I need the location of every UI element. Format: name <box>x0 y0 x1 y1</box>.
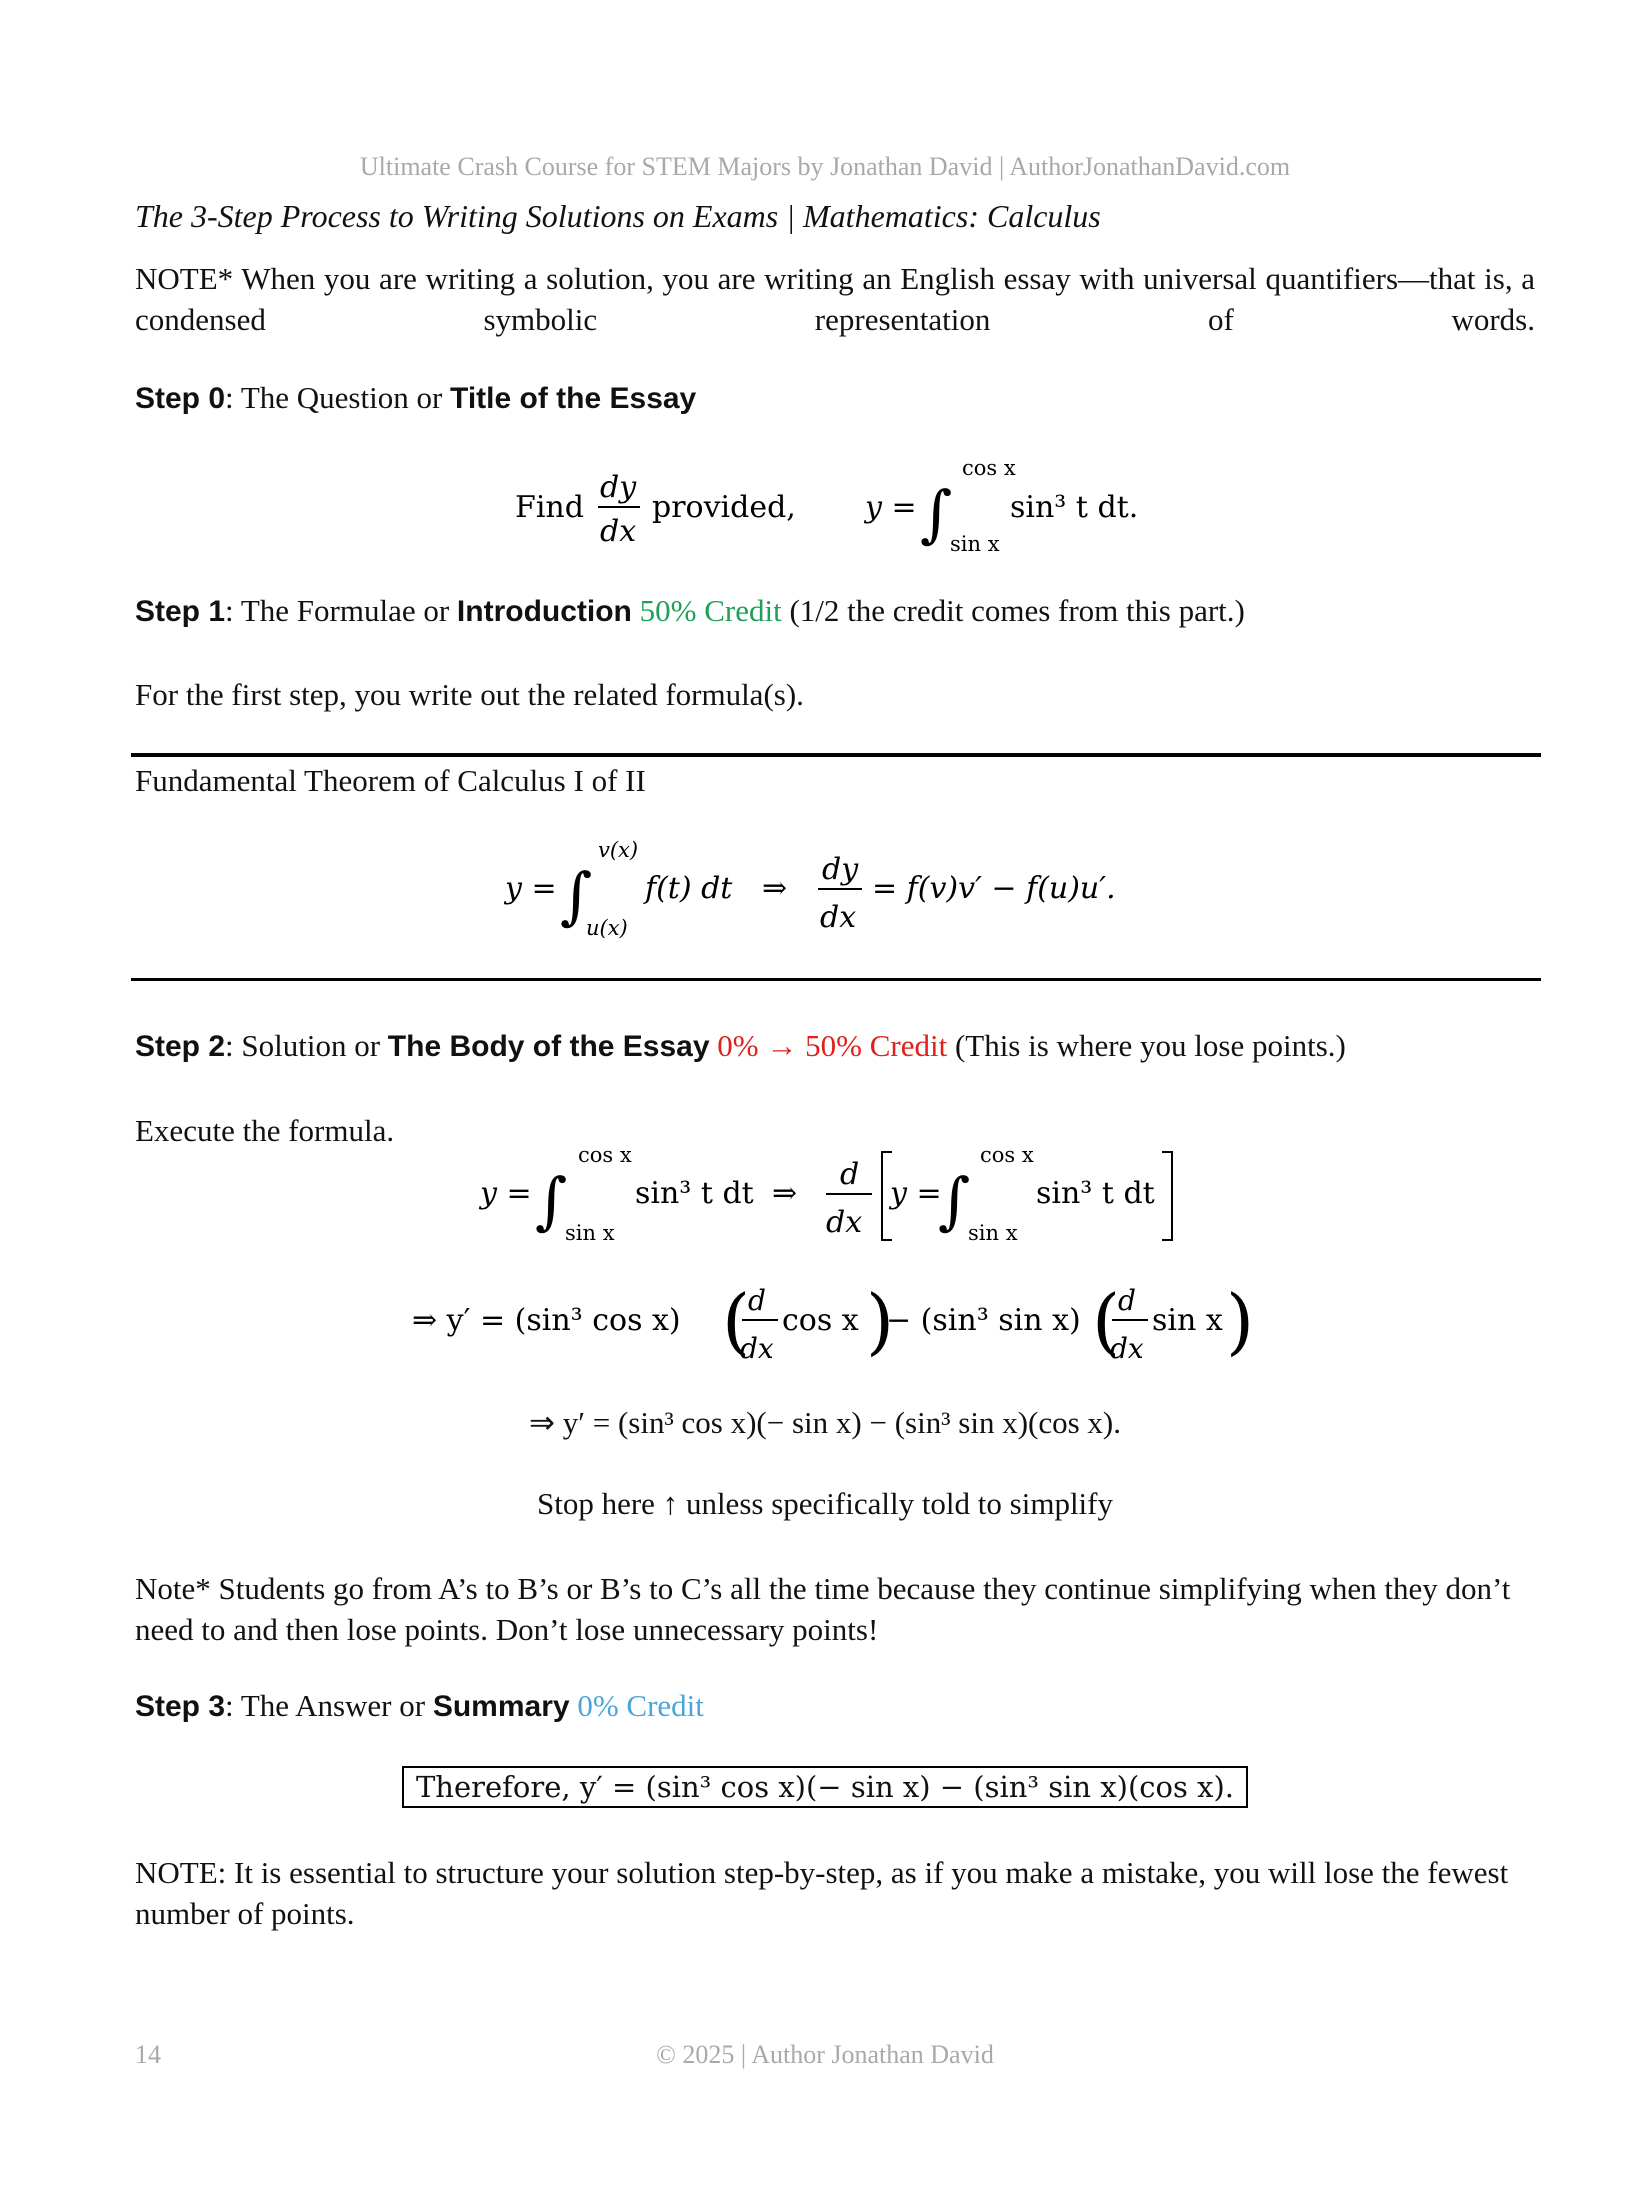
divider-top <box>131 753 1541 757</box>
step-1-bold: Introduction <box>456 595 632 628</box>
step-0-label: Step 0 <box>135 382 226 415</box>
step-0-bold: Title of the Essay <box>450 382 697 415</box>
s2-inner-y-equals: y = <box>890 1176 942 1211</box>
provided-word: provided, <box>652 490 796 525</box>
s2-upper-2: cos x <box>980 1143 1034 1167</box>
s2-line2-d1: d <box>748 1284 766 1317</box>
step-3-bold: Summary <box>432 1690 570 1723</box>
s2-y-equals: y = <box>480 1176 532 1211</box>
step-2-instruction: Execute the formula. <box>135 1113 395 1148</box>
ftc-y-equals: y = <box>505 871 557 906</box>
answer-container <box>0 1770 1650 1804</box>
s2-line2-dx2: dx <box>1110 1332 1144 1365</box>
ftc-rhs: = f(v)v′ − f(u)u′. <box>872 871 1116 906</box>
step-1-tail: (1/2 the credit comes from this part.) <box>781 593 1245 628</box>
footer-copyright: © 2025 | Author Jonathan David <box>656 2040 994 2069</box>
find-word: Find <box>515 490 584 525</box>
boxed-answer: Therefore, y′ = (sin³ cos x)(− sin x) − (sin³ sin x)(cos x). <box>402 1766 1248 1808</box>
step-2-tail: (This is where you lose points.) <box>947 1028 1346 1063</box>
s2-integrand-2: sin³ t dt <box>1036 1176 1155 1211</box>
s2-upper-1: cos x <box>578 1143 632 1167</box>
s2-paren-close-1: ) <box>866 1279 895 1363</box>
stop-here-note: Stop here ↑ unless specifically told to simplify <box>537 1486 1113 1521</box>
step-3-label: Step 3 <box>135 1690 226 1723</box>
s2-line2-d2: d <box>1118 1284 1136 1317</box>
step-2-equation-line-3: ⇒ y′ = (sin³ cos x)(− sin x) − (sin³ sin x)(cos x). <box>529 1405 1121 1440</box>
s2-line2-cos: cos x <box>782 1303 859 1338</box>
ftc-integrand: f(t) dt <box>645 871 733 906</box>
ftc-upper-limit: v(x) <box>598 838 639 862</box>
step-2-credit: 0% → 50% Credit <box>717 1028 948 1063</box>
step-2-text: : Solution or <box>225 1028 388 1063</box>
step-1-label: Step 1 <box>135 595 226 628</box>
ftc-equation <box>480 835 1200 945</box>
integral-upper-limit: cos x <box>962 456 1016 480</box>
s2-line2-sin: sin x <box>1152 1303 1223 1338</box>
step-1-instruction: For the first step, you write out the related formula(s). <box>135 677 804 712</box>
step-0-heading <box>135 380 696 416</box>
step-2-equation-line-1 <box>460 1140 1220 1250</box>
integrand: sin³ t dt. <box>1010 490 1139 525</box>
step-2-label: Step 2 <box>135 1030 226 1063</box>
ftc-lower-limit: u(x) <box>586 916 628 940</box>
s2-line2-dx1: dx <box>740 1332 774 1365</box>
y-equals: y = <box>865 490 917 525</box>
s2-integrand-1: sin³ t dt <box>635 1176 754 1211</box>
integral-lower-limit: sin x <box>950 532 1000 556</box>
dy-numerator: dy <box>600 470 637 505</box>
s2-implies: ⇒ <box>772 1176 798 1211</box>
s2-d: d <box>840 1157 860 1192</box>
ftc-implies: ⇒ <box>762 871 788 906</box>
step-1-credit: 50% Credit <box>639 593 782 628</box>
step-0-text: : The Question or <box>225 380 451 415</box>
step-2-heading <box>135 1028 1346 1064</box>
s2-paren-close-2: ) <box>1226 1279 1255 1363</box>
s2-line2-mid: − (sin³ sin x) <box>886 1303 1081 1338</box>
step-1-heading <box>135 593 1245 629</box>
step-1-text: : The Formulae or <box>225 593 457 628</box>
step-2-equation-line-2 <box>400 1270 1280 1370</box>
s2-right-bracket <box>1162 1152 1172 1240</box>
s2-integral-sign-2: ∫ <box>938 1164 971 1237</box>
ftc-dy: dy <box>822 852 859 887</box>
s2-dx: dx <box>826 1205 863 1240</box>
note-structure: NOTE: It is essential to structure your solution step-by-step, as if you make a mistake, you will lose the fewest number of points. <box>135 1855 1509 1931</box>
dx-denominator: dx <box>600 514 637 549</box>
s2-paren-open-1: ( <box>722 1279 751 1363</box>
page-title: The 3-Step Process to Writing Solutions on Exams | Mathematics: Calculus <box>135 198 1101 234</box>
step-2-bold: The Body of the Essay <box>387 1030 710 1063</box>
step-3-credit: 0% Credit <box>577 1688 704 1723</box>
step-3-heading <box>135 1688 704 1724</box>
s2-lower-1: sin x <box>565 1221 615 1245</box>
ftc-title: Fundamental Theorem of Calculus I of II <box>135 763 646 798</box>
ftc-integral-sign: ∫ <box>560 859 593 932</box>
page-number: 14 <box>135 2040 161 2069</box>
s2-integral-sign-1: ∫ <box>535 1164 568 1237</box>
divider-bottom <box>131 978 1541 981</box>
integral-sign: ∫ <box>920 477 953 550</box>
ftc-dx: dx <box>820 900 857 935</box>
s2-line2-start: ⇒ y′ = (sin³ cos x) <box>412 1303 681 1338</box>
s2-paren-open-2: ( <box>1092 1279 1121 1363</box>
question-equation <box>500 455 1200 560</box>
note-simplifying: Note* Students go from A’s to B’s or B’s to C’s all the time because they continue simplifying when they don’t need to and then lose points. Don’t lose unnecessary points! <box>135 1571 1511 1647</box>
s2-lower-2: sin x <box>968 1221 1018 1245</box>
running-header: Ultimate Crash Course for STEM Majors by Jonathan David | AuthorJonathanDavid.com <box>359 152 1291 181</box>
step-3-text: : The Answer or <box>225 1688 433 1723</box>
note-universal-quantifiers: NOTE* When you are writing a solution, you are writing an English essay with universal quantifiers—that is, a condensed symbolic representation of words. <box>135 261 1535 337</box>
